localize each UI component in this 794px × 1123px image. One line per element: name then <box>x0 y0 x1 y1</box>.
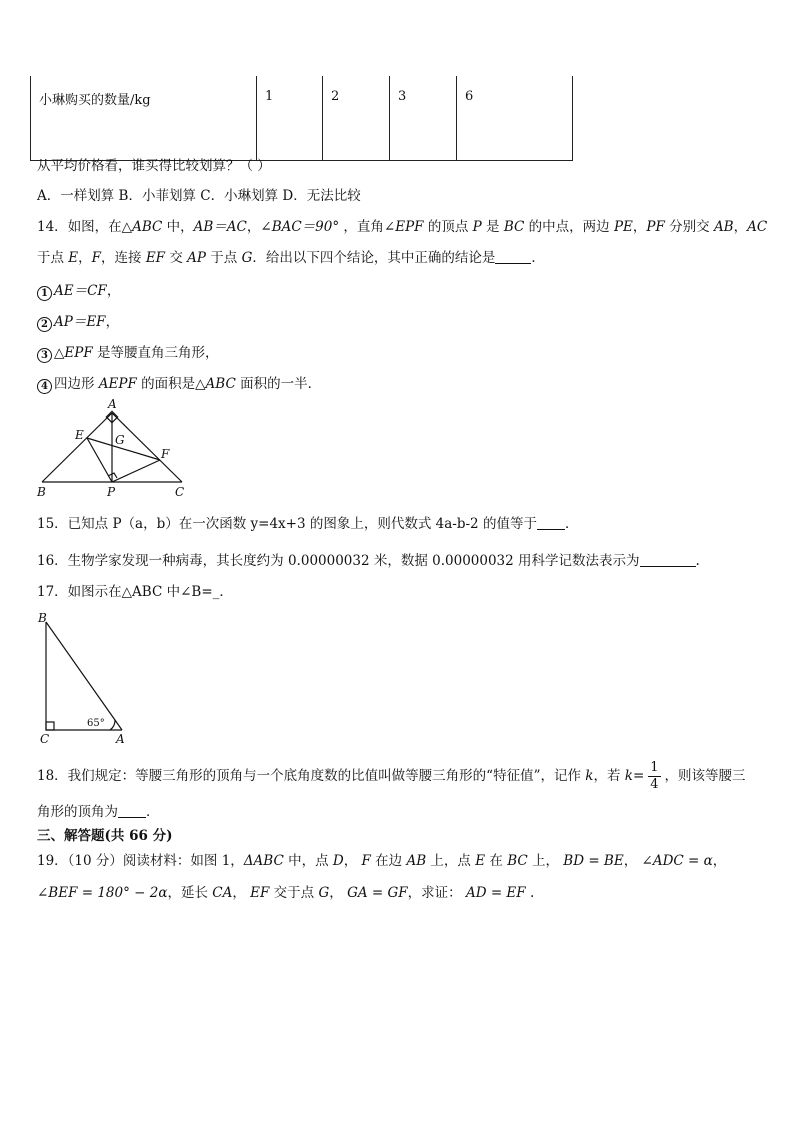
text: ，连接 <box>101 250 146 266</box>
math-var: CA <box>212 885 233 901</box>
text: 的顶点 <box>423 219 473 235</box>
q19-line2 <box>37 884 534 902</box>
label-f: F <box>161 447 170 461</box>
math-var: ∠ADC = α <box>641 853 713 869</box>
math-var: ∠BEF = 180° − 2α <box>37 885 168 901</box>
q17: 17．如图示在△ABC 中∠B=_． <box>37 584 233 600</box>
math-var: BAC＝90° <box>271 219 340 235</box>
text: . <box>695 553 700 569</box>
text: ． <box>146 804 160 820</box>
text: ， <box>733 219 748 235</box>
answer-blank <box>537 515 565 530</box>
table-cell: 2 <box>323 76 390 161</box>
text: 交于点 <box>269 885 319 901</box>
text: ， <box>329 885 348 901</box>
text: ， <box>632 219 647 235</box>
text: ，则该等腰三 <box>664 768 746 784</box>
purchase-table <box>30 76 573 161</box>
text: 的面积是△ <box>136 376 206 392</box>
table-cell: 6 <box>457 76 573 161</box>
text: 面积的一半． <box>235 376 322 392</box>
label-b: B <box>37 485 46 499</box>
math-var: D <box>332 853 344 869</box>
circled-number: 3 <box>37 348 52 363</box>
text: 在 <box>485 853 508 869</box>
text: ． <box>564 516 579 532</box>
label-b: B <box>38 611 47 625</box>
answer-blank <box>118 803 146 818</box>
text: 分别交 <box>664 219 714 235</box>
edge-ab <box>46 622 122 730</box>
text: ， <box>623 853 642 869</box>
text: ． <box>531 250 545 266</box>
text: ， <box>78 250 92 266</box>
text: ， <box>106 283 121 299</box>
text: ，求证： <box>407 885 466 901</box>
text: 交 <box>165 250 188 266</box>
text: = <box>632 768 645 784</box>
table-row <box>31 76 573 161</box>
text: 是 <box>481 219 504 235</box>
text: 于点 <box>206 250 242 266</box>
section-title: 三、解答题(共 66 分) <box>37 828 173 844</box>
math-var: EF <box>145 250 166 266</box>
math-var: ΔABC <box>243 853 284 869</box>
q16 <box>37 552 700 570</box>
math-var: ABC <box>132 219 163 235</box>
label-c: C <box>40 732 50 746</box>
edge-ac <box>112 413 182 482</box>
q15 <box>37 515 578 533</box>
fraction <box>648 760 660 793</box>
math-var: AC <box>747 219 768 235</box>
math-var: P <box>472 219 482 235</box>
table-cell-label: 小琳购买的数量/kg <box>31 76 257 161</box>
text: ，∠ <box>246 219 272 235</box>
label-a: A <box>108 397 117 411</box>
text: ，延长 <box>167 885 213 901</box>
math-var: EPF <box>64 345 93 361</box>
answer-blank <box>640 552 696 567</box>
math-var: G <box>241 250 253 266</box>
answer-blank <box>495 249 531 264</box>
math-var: AP＝EF <box>54 314 106 330</box>
q14-line1 <box>37 218 767 236</box>
text: 四边形 <box>54 376 99 392</box>
text: △ <box>54 345 65 361</box>
q13-prompt: 从平均价格看，谁买得比较划算？（ ） <box>37 158 271 174</box>
angle-arc-a <box>110 720 115 730</box>
text: ， <box>232 885 251 901</box>
text: 18．我们规定：等腰三角形的顶角与一个底角度数的比值叫做等腰三角形的“特征值”，记作 <box>37 768 586 784</box>
text: ， <box>712 853 727 869</box>
label-a: A <box>116 732 125 746</box>
math-var: BD = BE <box>563 853 624 869</box>
table-cell: 1 <box>257 76 323 161</box>
conclusion-1 <box>37 282 120 301</box>
table-cell: 3 <box>390 76 457 161</box>
math-var: AD = EF <box>465 885 526 901</box>
math-var: AB＝AC <box>193 219 247 235</box>
text: 上，点 <box>426 853 476 869</box>
conclusion-3 <box>37 344 219 363</box>
text: 是等腰直角三角形， <box>92 345 219 361</box>
math-var: AB <box>406 853 427 869</box>
q18-line2 <box>37 803 160 821</box>
math-var: PE <box>613 219 633 235</box>
right-triangle-figure-q17 <box>30 606 140 746</box>
text: ，直角∠ <box>339 219 396 235</box>
text: 如图，在△ <box>67 219 133 235</box>
label-g: G <box>115 433 125 447</box>
math-var: EF <box>250 885 270 901</box>
circled-number: 2 <box>37 317 52 332</box>
math-var: F <box>361 853 371 869</box>
label-c: C <box>175 485 185 499</box>
text: 上， <box>527 853 564 869</box>
q19-line1 <box>37 852 726 870</box>
text: ，若 <box>593 768 625 784</box>
q13-options: A．一样划算 B．小菲划算 C．小琳划算 D．无法比较 <box>37 188 361 204</box>
numerator: 1 <box>650 760 659 775</box>
angle-label: 65° <box>87 718 105 729</box>
math-var: BC <box>507 853 528 869</box>
text: . <box>525 885 535 901</box>
math-var: E <box>68 250 79 266</box>
question-number: 14． <box>37 219 68 235</box>
math-var: F <box>91 250 102 266</box>
text: 19．（10 分）阅读材料：如图 1， <box>37 853 244 869</box>
text: 中， <box>162 219 194 235</box>
math-var: EPF <box>395 219 424 235</box>
text: ， <box>105 314 120 330</box>
circled-number: 1 <box>37 286 52 301</box>
triangle-figure-q14 <box>30 396 200 502</box>
math-var: E <box>475 853 486 869</box>
right-angle-mark-c <box>46 722 54 730</box>
math-var: k <box>585 768 594 784</box>
text: 16．生物学家发现一种病毒，其长度约为 0.00000032 米，数据 0.00000032 用科学记数法表示为 <box>37 553 640 569</box>
text: 15．已知点 P（a，b）在一次函数 y=4x+3 的图象上，则代数式 4a-b-2 的值等于 <box>37 516 537 532</box>
text: 在边 <box>370 853 407 869</box>
math-var: PF <box>646 219 665 235</box>
math-var: GA = GF <box>347 885 408 901</box>
denominator: 4 <box>650 777 659 792</box>
math-var: AB <box>713 219 734 235</box>
q18-line1 <box>37 758 746 794</box>
segment-pf <box>112 460 160 482</box>
math-var: AEPF <box>98 376 137 392</box>
text: ．给出以下四个结论，其中正确的结论是 <box>252 250 496 266</box>
math-var: AP <box>187 250 206 266</box>
math-var: ABC <box>205 376 236 392</box>
text: 的中点，两边 <box>524 219 614 235</box>
text: 角形的顶角为 <box>37 804 118 820</box>
math-var: G <box>318 885 330 901</box>
q14-line2 <box>37 249 545 267</box>
math-var: k <box>624 768 633 784</box>
circled-number: 4 <box>37 379 52 394</box>
math-var: BC <box>503 219 525 235</box>
math-var: AE＝CF <box>54 283 107 299</box>
conclusion-4 <box>37 375 321 394</box>
label-e: E <box>75 428 84 442</box>
text: ， <box>343 853 362 869</box>
text: 于点 <box>37 250 69 266</box>
conclusion-2 <box>37 313 119 332</box>
edge-ab <box>42 413 112 482</box>
label-p: P <box>107 485 116 499</box>
text: 中，点 <box>283 853 333 869</box>
